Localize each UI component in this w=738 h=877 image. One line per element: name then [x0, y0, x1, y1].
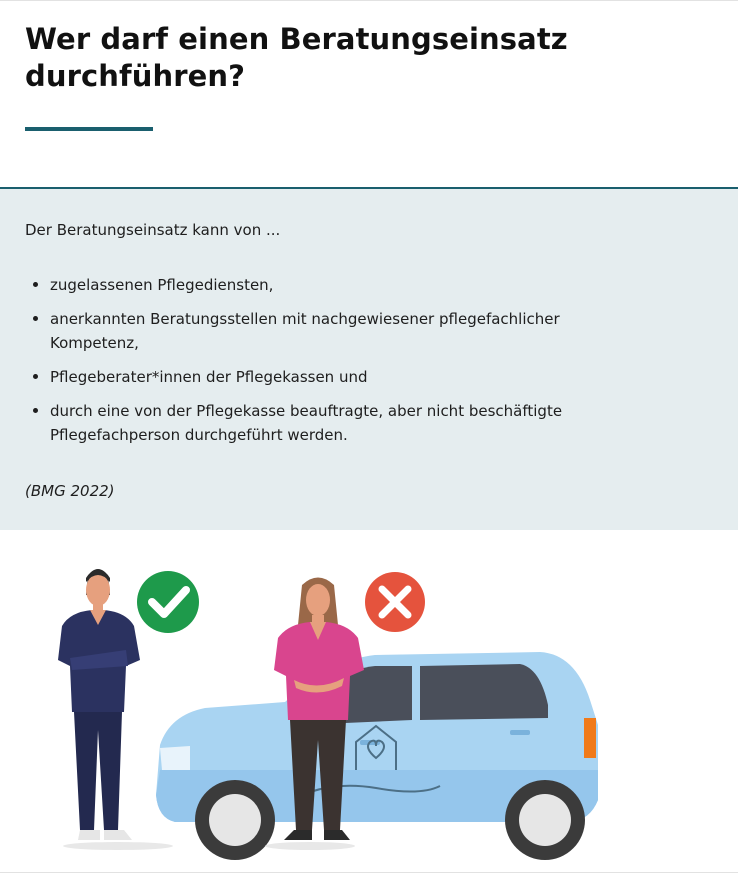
page-title-line-2: durchführen?: [25, 59, 246, 93]
list-item-text: Pflegeberater*innen der Pflegekassen und: [50, 368, 368, 386]
title-accent-bar: [25, 127, 153, 131]
cross-icon: [365, 572, 425, 632]
list-item-text: durch eine von der Pflegekasse beauftragte, aber nicht beschäftigte: [50, 402, 563, 420]
list-item-text-continued: Pflegefachperson durchgeführt werden.: [50, 426, 348, 444]
bullet-icon: [33, 374, 38, 379]
list-item: [25, 399, 645, 447]
nurses-and-car-illustration: [0, 530, 738, 872]
source-citation: (BMG 2022): [25, 482, 115, 500]
car-illustration: [156, 652, 598, 860]
section-header: [0, 1, 738, 187]
page-title-line-1: Wer darf einen Beratungseinsatz: [25, 22, 568, 56]
bullet-icon: [33, 316, 38, 321]
check-icon: [137, 571, 199, 633]
bottom-border: [0, 872, 738, 873]
info-box: [0, 189, 738, 530]
intro-text: Der Beratungseinsatz kann von ...: [25, 221, 281, 239]
list-item: [25, 273, 645, 297]
list-item: [25, 365, 645, 389]
list-item-text: zugelassenen Pflegediensten,: [50, 276, 274, 294]
list-item-text-continued: Kompetenz,: [50, 334, 139, 352]
bullet-icon: [33, 408, 38, 413]
bullet-icon: [33, 282, 38, 287]
list-item-text: anerkannten Beratungsstellen mit nachgewiesener pflegefachlicher: [50, 310, 560, 328]
list-item: [25, 307, 645, 355]
page-title: [25, 21, 665, 95]
illustration: [0, 530, 738, 877]
provider-list: [25, 273, 645, 457]
